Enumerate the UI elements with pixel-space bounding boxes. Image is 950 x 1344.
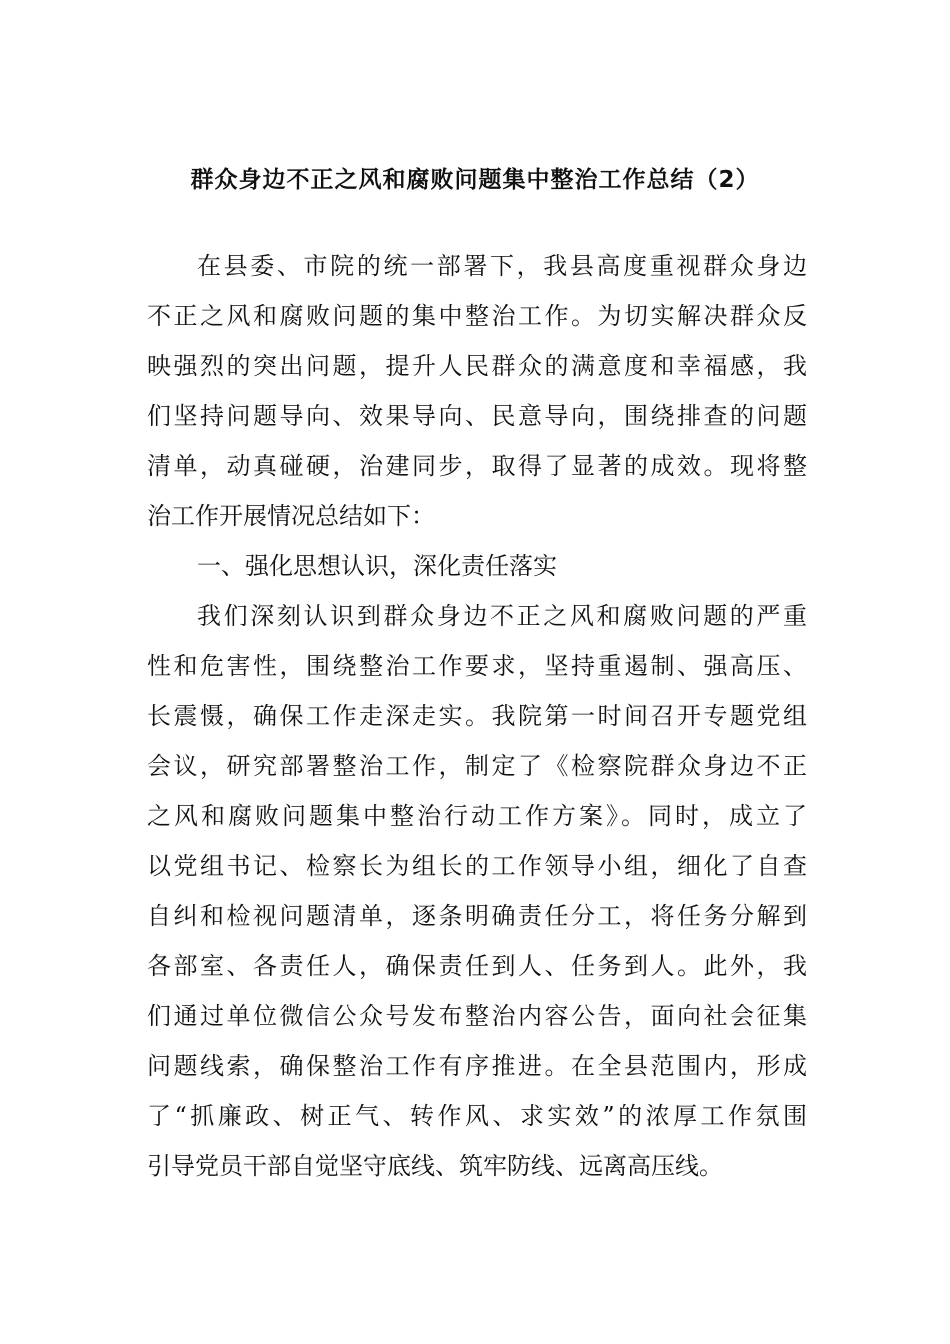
paragraph-2-line: 引导党员干部自觉坚守底线、筑牢防线、远离高压线。 <box>147 1152 723 1180</box>
paragraph-2-line: 了“抓廉政、树正气、转作风、求实效”的浓厚工作氛围 <box>147 1102 807 1130</box>
paragraph-2-line: 问题线索，确保整治工作有序推进。在全县范围内，形成 <box>147 1052 807 1080</box>
paragraph-1-line: 不正之风和腐败问题的集中整治工作。为切实解决群众反 <box>147 302 807 330</box>
paragraph-1-line: 清单，动真碰硬，治建同步，取得了显著的成效。现将整 <box>147 452 807 480</box>
paragraph-2-line: 之风和腐败问题集中整治行动工作方案》。同时，成立了 <box>147 802 807 830</box>
paragraph-2-line: 长震慑，确保工作走深走实。我院第一时间召开专题党组 <box>147 702 807 730</box>
document-title: 群众身边不正之风和腐败问题集中整治工作总结（2） <box>190 167 760 193</box>
paragraph-1-line: 们坚持问题导向、效果导向、民意导向，围绕排查的问题 <box>147 402 807 430</box>
paragraph-2-line: 以党组书记、检察长为组长的工作领导小组，细化了自查 <box>147 852 807 880</box>
paragraph-1-line: 映强烈的突出问题，提升人民群众的满意度和幸福感，我 <box>147 352 807 380</box>
paragraph-2-line: 性和危害性，围绕整治工作要求，坚持重遏制、强高压、 <box>147 652 807 680</box>
paragraph-1-line: 在县委、市院的统一部署下，我县高度重视群众身边 <box>197 252 807 280</box>
paragraph-2-line: 自纠和检视问题清单，逐条明确责任分工，将任务分解到 <box>147 902 807 930</box>
paragraph-1-line: 治工作开展情况总结如下： <box>147 502 435 530</box>
section-heading: 一、强化思想认识，深化责任落实 <box>197 552 557 580</box>
paragraph-2-line: 各部室、各责任人，确保责任到人、任务到人。此外，我 <box>147 952 807 980</box>
paragraph-2-line: 会议，研究部署整治工作，制定了《检察院群众身边不正 <box>147 752 807 780</box>
paragraph-2-line: 们通过单位微信公众号发布整治内容公告，面向社会征集 <box>147 1002 807 1030</box>
paragraph-2-line: 我们深刻认识到群众身边不正之风和腐败问题的严重 <box>197 602 807 630</box>
